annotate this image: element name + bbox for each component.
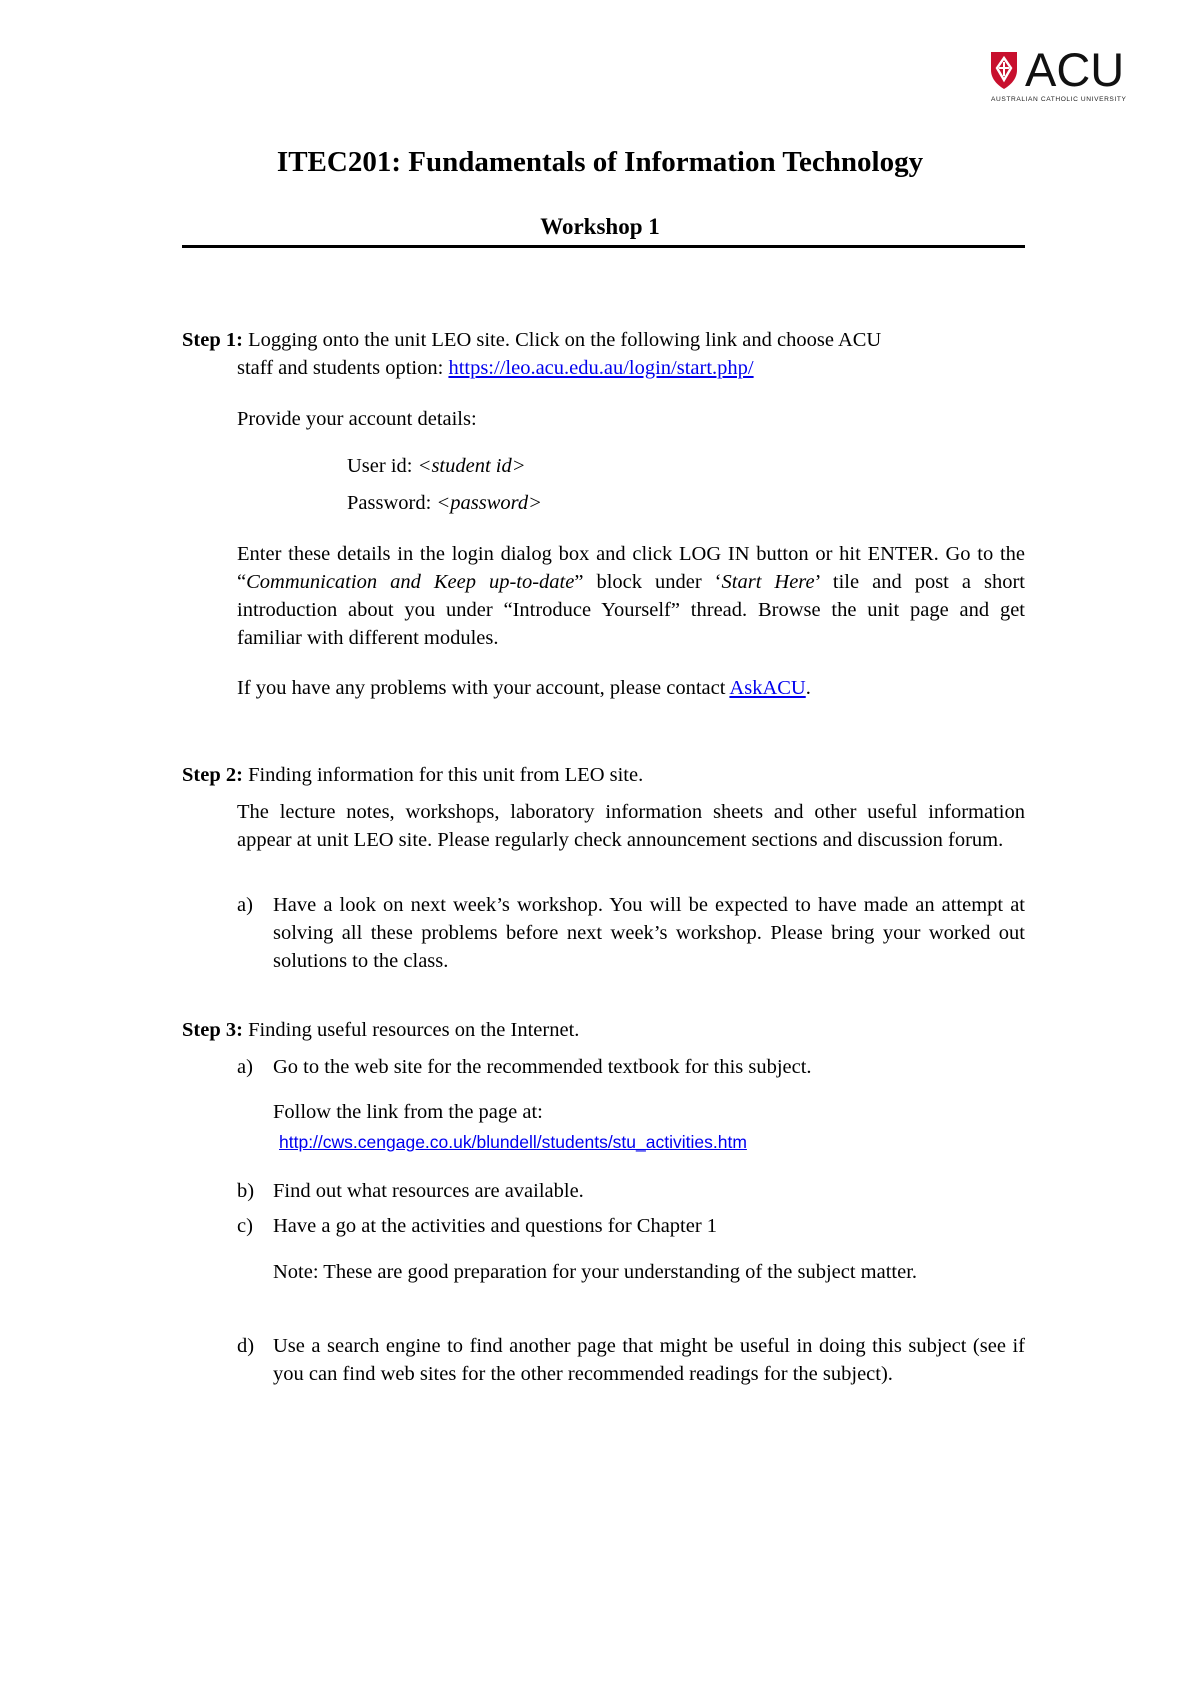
- acu-logo: [989, 43, 1149, 108]
- account-problems-end: .: [805, 677, 811, 699]
- user-id-value: <student id>: [417, 455, 526, 477]
- account-problems: [237, 674, 811, 702]
- account-problems-text: If you have any problems with your account, please contact: [237, 677, 730, 699]
- account-prompt: Provide your account details:: [237, 408, 477, 430]
- communication-block-name: Communication and Keep up-to-date: [246, 571, 575, 593]
- step2-body: The lecture notes, workshops, laboratory information sheets and other useful information appear at unit LEO site. Please regularly check announcement sections and discussion forum.: [237, 801, 1025, 851]
- step2-heading-text: Finding information for this unit from LEO site.: [242, 764, 644, 786]
- step2-a-text: Have a look on next week’s workshop. You will be expected to have made an attempt at solving all these problems before next week’s workshop. Please bring your worked out solutions to the class.: [273, 894, 1025, 972]
- askacu-link[interactable]: AskACU: [729, 677, 806, 699]
- step3-heading: [182, 1016, 579, 1044]
- step3-note: Note: These are good preparation for your understanding of the subject matter.: [273, 1261, 918, 1283]
- password-label: Password:: [347, 492, 437, 514]
- password-line: [347, 489, 542, 517]
- login-instructions-part1: Enter these details in the login dialog box and click LOG IN button or hit ENTER. Go to the “: [237, 543, 1025, 593]
- step3-c-label: c): [237, 1215, 253, 1237]
- document-title: ITEC201: Fundamentals of Information Technology: [276, 146, 924, 178]
- password-value: <password>: [436, 492, 542, 514]
- step1-intro-text: Logging onto the unit LEO site. Click on the following link and choose ACU: [242, 329, 882, 351]
- start-here-tile-name: Start Here: [721, 571, 815, 593]
- step1-intro-line2: [237, 354, 754, 382]
- acu-shield-icon: [989, 50, 1019, 90]
- acu-logo-subtitle: AUSTRALIAN CATHOLIC UNIVERSITY: [991, 96, 1127, 103]
- step2-a-label: a): [237, 894, 253, 916]
- step3-label: Step 3:: [182, 1019, 243, 1041]
- login-instructions-part3: ’ tile and post a short introduction about you under “Introduce Yourself” thread. Browse the unit page and get familiar with different modules.: [237, 571, 1025, 649]
- step3-c-text: Have a go at the activities and questions for Chapter 1: [273, 1215, 718, 1237]
- acu-logo-text: ACU: [1025, 43, 1125, 96]
- step3-heading-text: Finding useful resources on the Internet.: [242, 1019, 580, 1041]
- title-divider: [182, 245, 1025, 248]
- step3-a-label: a): [237, 1056, 253, 1078]
- follow-link-line: [279, 1128, 747, 1156]
- step2-label: Step 2:: [182, 764, 243, 786]
- step3-b-label: b): [237, 1180, 255, 1202]
- step1-intro-text2: staff and students option:: [237, 357, 449, 379]
- step1-intro-line1: [182, 326, 881, 354]
- cengage-link[interactable]: http://cws.cengage.co.uk/blundell/students/stu_activities.htm: [279, 1132, 747, 1152]
- user-id-line: [347, 452, 526, 480]
- step3-b-text: Find out what resources are available.: [273, 1180, 584, 1202]
- step2-heading: [182, 761, 643, 789]
- step3-d-text: Use a search engine to find another page that might be useful in doing this subject (see if you can find web sites for the other recommended readings for the subject).: [273, 1335, 1025, 1385]
- login-instructions: [237, 540, 1025, 652]
- leo-login-link[interactable]: https://leo.acu.edu.au/login/start.php/: [448, 357, 754, 379]
- step3-d-label: d): [237, 1335, 255, 1357]
- step1-label: Step 1:: [182, 329, 243, 351]
- follow-link-text: Follow the link from the page at:: [273, 1101, 543, 1123]
- step3-a-text: Go to the web site for the recommended textbook for this subject.: [273, 1056, 812, 1078]
- login-instructions-part2: ” block under ‘: [574, 571, 722, 593]
- document-subtitle: Workshop 1: [540, 214, 660, 239]
- user-id-label: User id:: [347, 455, 418, 477]
